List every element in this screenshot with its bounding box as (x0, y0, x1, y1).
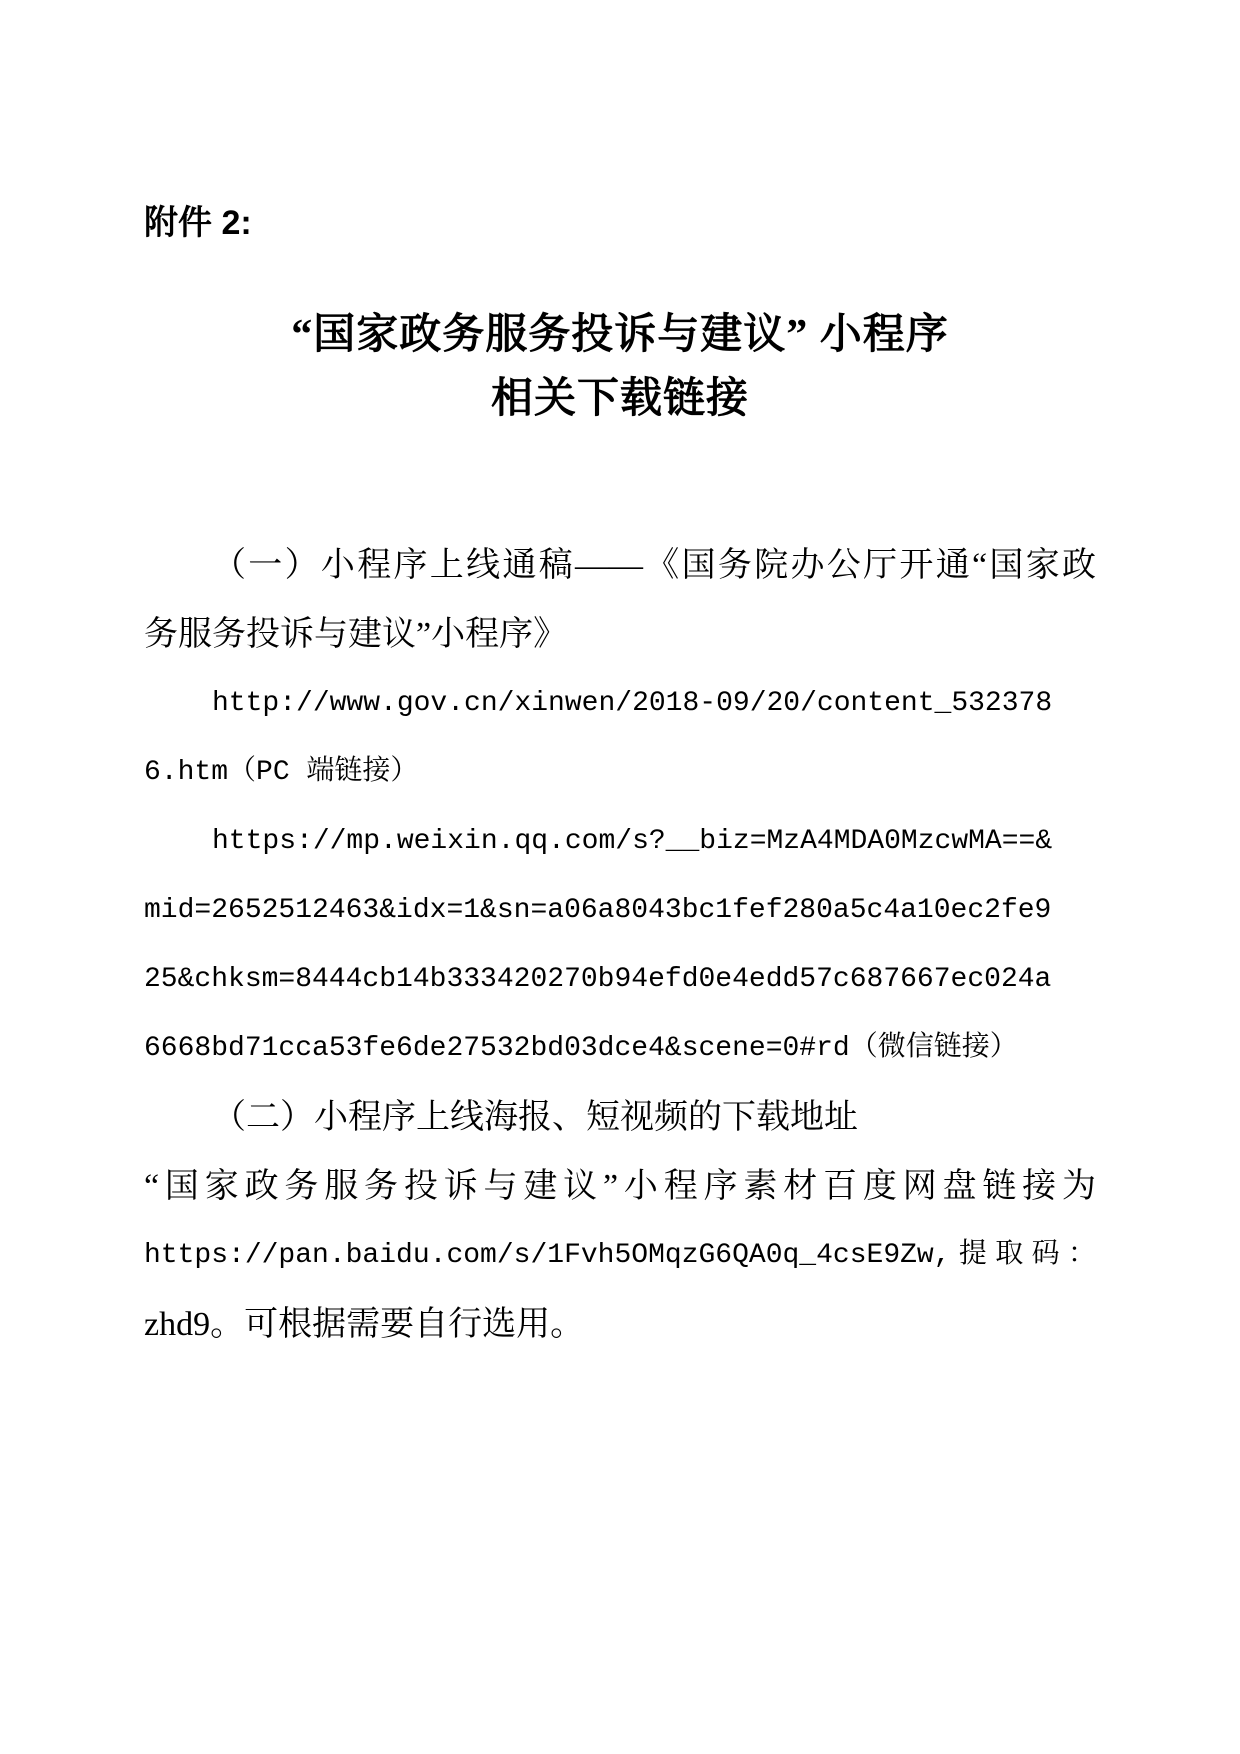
body-line-weixin-url: mid=2652512463&idx=1&sn=a06a8043bc1fef280a5c4a10ec2fe9 (144, 895, 1052, 926)
document-body (144, 531, 1096, 1359)
attachment-label: 附件 2: (144, 204, 252, 242)
title-line-2: 相关下载链接 (490, 376, 749, 422)
title-line-1: “国家政务服务投诉与建议” 小程序 (291, 312, 949, 358)
body-line-paragraph-two-start: （二）小程序上线海报、短视频的下载地址 (212, 1099, 858, 1136)
body-line: “国家政务服务投诉与建议”小程序素材百度网盘链接为 (144, 1168, 1096, 1205)
body-line: 务服务投诉与建议”小程序》 (144, 616, 568, 653)
body-line-weixin-url: https://mp.weixin.qq.com/s?__biz=MzA4MDA0MzcwMA==& (212, 826, 1053, 857)
body-line-pc-link-note: 6.htm（PC 端链接） (144, 757, 419, 788)
body-line-extraction-code: zhd9。可根据需要自行选用。 (144, 1306, 585, 1343)
body-line-paragraph-one-start: （一）小程序上线通稿——《国务院办公厅开通“国家政 (212, 547, 1096, 584)
body-line-weixin-link-note: 6668bd71cca53fe6de27532bd03dce4&scene=0#rd（微信链接） (144, 1033, 1018, 1064)
document-title (144, 303, 1096, 431)
body-line-baidu-pan-url: https://pan.baidu.com/s/1Fvh5OMqzG6QA0q_4csE9Zw,提取码： (144, 1240, 1096, 1271)
body-line-weixin-url: 25&chksm=8444cb14b333420270b94efd0e4edd57c687667ec024a (144, 964, 1052, 995)
body-line-gov-url: http://www.gov.cn/xinwen/2018-09/20/content_532378 (212, 688, 1053, 719)
